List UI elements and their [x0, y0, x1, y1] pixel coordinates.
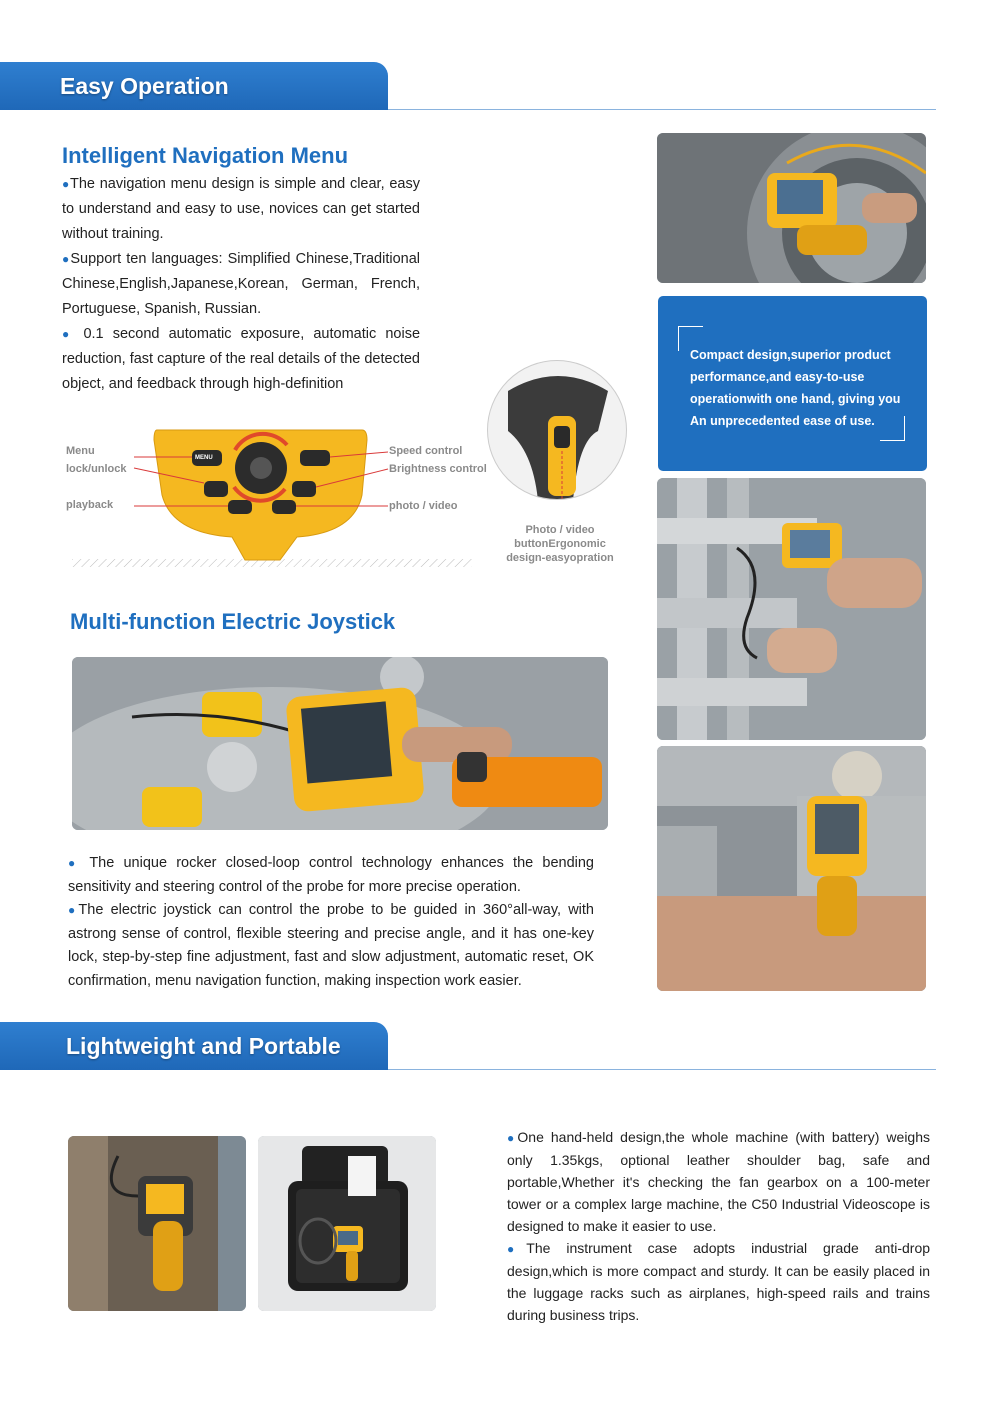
joystick-bullet-1: ● The unique rocker closed-loop control technology enhances the bending sensitivity and steering control of the probe for more precise operation.	[68, 855, 594, 895]
section-title: Lightweight and Portable	[66, 1033, 341, 1059]
label-lock-unlock: lock/unlock	[66, 463, 127, 475]
bullet-icon: ●	[68, 903, 79, 917]
bullet-icon: ●	[68, 856, 81, 870]
nav-bullet-1: ●The navigation menu design is simple and clear, easy to understand and easy to use, novices can get started without training.	[62, 176, 421, 242]
label-brightness-control: Brightness control	[389, 463, 487, 475]
joystick-photo	[72, 657, 608, 830]
bullet-icon: ●	[507, 1131, 518, 1145]
section-divider	[388, 109, 936, 110]
handle-closeup-image	[487, 360, 627, 500]
bullet-icon: ●	[62, 327, 75, 341]
bullet-icon: ●	[507, 1242, 527, 1256]
section-header-easy-operation	[0, 62, 388, 110]
corner-bracket-bottom-right	[880, 416, 905, 441]
bullet-icon: ●	[62, 177, 70, 191]
joystick-heading: Multi-function Electric Joystick	[70, 609, 396, 634]
control-diagram	[62, 425, 492, 575]
joystick-description	[68, 852, 594, 993]
nav-bullet-2: ●Support ten languages: Simplified Chinese,Traditional Chinese,English,Japanese,Korean, German, French, Portuguese, Spanish, Russian.	[62, 251, 420, 317]
label-speed-control: Speed control	[389, 445, 463, 457]
nav-description	[62, 172, 420, 397]
label-playback: playback	[66, 499, 114, 511]
section-divider	[388, 1069, 936, 1070]
shoulder-bag-photo	[68, 1136, 246, 1311]
section-header-lightweight-portable	[0, 1022, 388, 1070]
handle-caption: Photo / video buttonErgonomic design-easyopration	[506, 524, 614, 564]
bullet-icon: ●	[62, 252, 71, 266]
nav-heading: Intelligent Navigation Menu	[62, 143, 349, 168]
portable-bullet-1: ●One hand-held design,the whole machine (with battery) weighs only 1.35kgs, optional leather shoulder bag, safe and portable,Whether it's checking the fan gearbox on a 100-meter tower or a complex large machine, the C50 Industrial Videoscope is designed to make it easier to use.	[507, 1129, 931, 1234]
inspection-photo-engine	[657, 746, 926, 991]
nav-bullet-3: ● 0.1 second automatic exposure, automatic noise reduction, fast capture of the real details of the detected object, and feedback through high-definition	[62, 326, 421, 392]
callout-text: Compact design,superior product performance,and easy-to-use operationwith one hand, giving you An unprecedented ease of use.	[690, 348, 901, 428]
inspection-photo-pipes	[657, 478, 926, 740]
inspection-photo-turbine	[657, 133, 926, 283]
menu-button-label: MENU	[195, 455, 213, 461]
label-menu: Menu	[66, 445, 95, 457]
carry-case-photo	[258, 1136, 436, 1311]
portable-bullet-2: ●The instrument case adopts industrial grade anti-drop design,which is more compact and sturdy. It can be easily placed in the luggage racks such as airplanes, high-speed rails and trains during business trips.	[507, 1240, 931, 1323]
label-photo-video: photo / video	[389, 500, 458, 512]
section-title: Easy Operation	[60, 73, 229, 99]
joystick-bullet-2: ●The electric joystick can control the probe to be guided in 360°all-way, with astrong sense of control, flexible steering and precise angle, and it has one-key lock, step-by-step fine adjustment, fast and slow adjustment, automatic reset, OK confirmation, menu navigation function, making inspection work easier.	[68, 902, 595, 989]
portable-description	[507, 1126, 930, 1326]
feature-callout-box	[658, 296, 927, 471]
